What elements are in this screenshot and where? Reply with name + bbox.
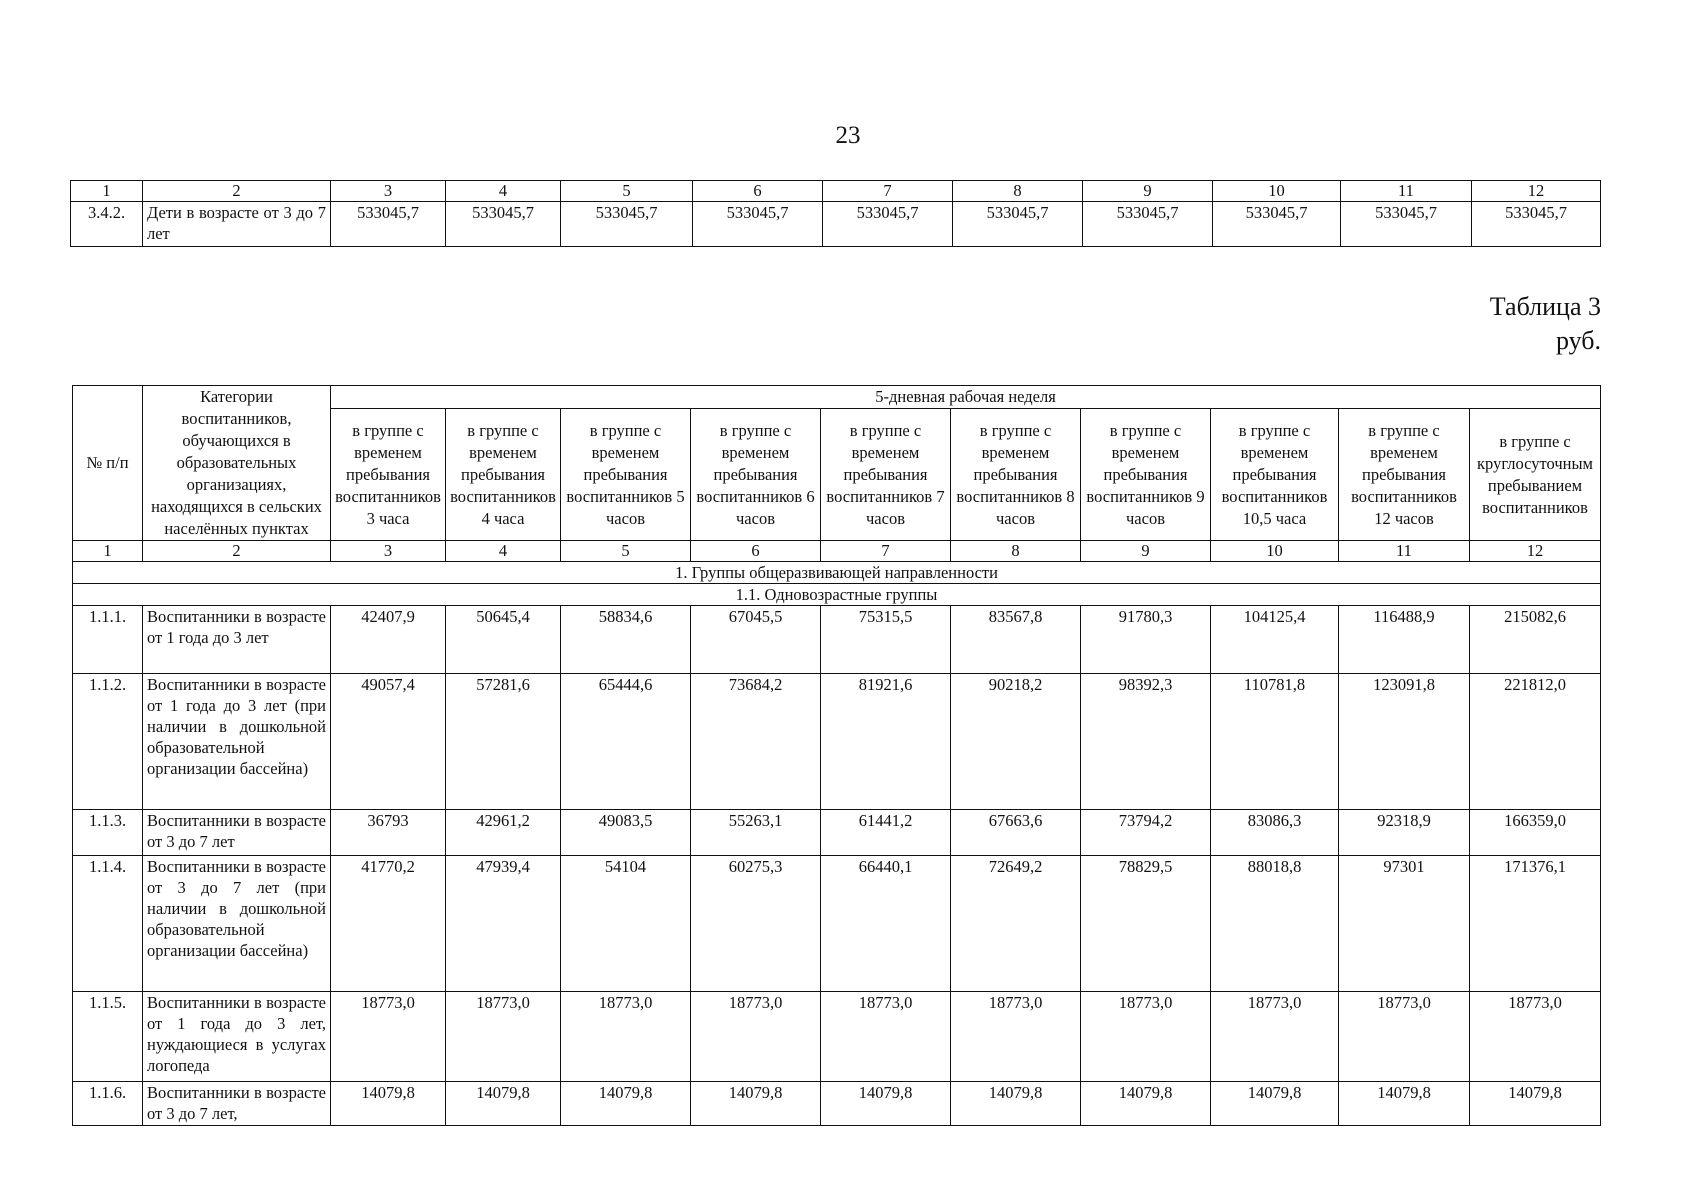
- cell-value: 18773,0: [1211, 992, 1339, 1082]
- cell-value: 50645,4: [446, 606, 561, 674]
- row-category: Воспитанники в возрасте от 1 года до 3 лет (при наличии в дошкольной образовательной организации бассейна): [143, 674, 331, 810]
- cell-value: 14079,8: [561, 1082, 691, 1126]
- cell-value: 36793: [331, 810, 446, 856]
- table-caption: [1490, 290, 1601, 358]
- cell-value: 533045,7: [693, 202, 823, 247]
- cell-value: 73794,2: [1081, 810, 1211, 856]
- header-column: в группе с временем пребывания воспитанников 4 часа: [446, 409, 561, 541]
- cell-value: 57281,6: [446, 674, 561, 810]
- column-number: 3: [331, 541, 446, 562]
- column-number: 4: [446, 541, 561, 562]
- cell-value: 533045,7: [1213, 202, 1341, 247]
- cell-value: 67045,5: [691, 606, 821, 674]
- column-number: 5: [561, 541, 691, 562]
- continuation-table: [70, 180, 1601, 247]
- table-row: [73, 810, 1601, 856]
- column-number: 1: [71, 181, 143, 202]
- cell-value: 98392,3: [1081, 674, 1211, 810]
- cell-value: 116488,9: [1339, 606, 1470, 674]
- column-number: 1: [73, 541, 143, 562]
- table-row: [73, 856, 1601, 992]
- cell-value: 73684,2: [691, 674, 821, 810]
- cell-value: 60275,3: [691, 856, 821, 992]
- cell-value: 123091,8: [1339, 674, 1470, 810]
- cell-value: 104125,4: [1211, 606, 1339, 674]
- column-number: 7: [823, 181, 953, 202]
- column-number: 10: [1211, 541, 1339, 562]
- header-group: 5-дневная рабочая неделя: [331, 386, 1601, 409]
- cell-value: 533045,7: [953, 202, 1083, 247]
- column-number-row: [73, 541, 1601, 562]
- cell-value: 18773,0: [1339, 992, 1470, 1082]
- table-row: [73, 674, 1601, 810]
- cell-value: 110781,8: [1211, 674, 1339, 810]
- row-category: Воспитанники в возрасте от 3 до 7 лет (при наличии в дошкольной образовательной организации бассейна): [143, 856, 331, 992]
- cell-value: 14079,8: [1470, 1082, 1601, 1126]
- cell-value: 14079,8: [691, 1082, 821, 1126]
- cell-value: 14079,8: [1081, 1082, 1211, 1126]
- row-category: Воспитанники в возрасте от 3 до 7 лет,: [143, 1082, 331, 1126]
- column-number: 3: [331, 181, 446, 202]
- header-category: Категории воспитанников, обучающихся в образовательных организациях, находящихся в сельских населённых пунктах: [143, 386, 331, 541]
- column-number: 8: [953, 181, 1083, 202]
- column-number: 8: [951, 541, 1081, 562]
- cell-value: 14079,8: [821, 1082, 951, 1126]
- column-number: 2: [143, 181, 331, 202]
- cell-value: 92318,9: [1339, 810, 1470, 856]
- row-category: Воспитанники в возрасте от 1 года до 3 лет, нуждающиеся в услугах логопеда: [143, 992, 331, 1082]
- cell-value: 14079,8: [331, 1082, 446, 1126]
- column-number-row: [71, 181, 1601, 202]
- table-row: [73, 1082, 1601, 1126]
- cell-value: 18773,0: [951, 992, 1081, 1082]
- section-row: [73, 562, 1601, 584]
- column-number: 11: [1339, 541, 1470, 562]
- cell-value: 533045,7: [1083, 202, 1213, 247]
- table-units: руб.: [1555, 326, 1601, 355]
- cell-value: 58834,6: [561, 606, 691, 674]
- header-column: в группе с временем пребывания воспитанников 12 часов: [1339, 409, 1470, 541]
- cell-value: 75315,5: [821, 606, 951, 674]
- row-number: 1.1.1.: [73, 606, 143, 674]
- column-number: 6: [691, 541, 821, 562]
- column-number: 5: [561, 181, 693, 202]
- table-title: Таблица 3: [1489, 292, 1601, 321]
- cell-value: 533045,7: [561, 202, 693, 247]
- row-number: 1.1.4.: [73, 856, 143, 992]
- cell-value: 14079,8: [951, 1082, 1081, 1126]
- row-number: 1.1.2.: [73, 674, 143, 810]
- header-column: в группе с временем пребывания воспитанников 5 часов: [561, 409, 691, 541]
- cell-value: 14079,8: [1211, 1082, 1339, 1126]
- cell-value: 55263,1: [691, 810, 821, 856]
- header-column: в группе с временем пребывания воспитанников 3 часа: [331, 409, 446, 541]
- cell-value: 18773,0: [1470, 992, 1601, 1082]
- cell-value: 533045,7: [1341, 202, 1472, 247]
- row-number: 1.1.3.: [73, 810, 143, 856]
- row-category: Дети в возрасте от 3 до 7 лет: [143, 202, 331, 247]
- cell-value: 81921,6: [821, 674, 951, 810]
- cell-value: 42407,9: [331, 606, 446, 674]
- row-number: 3.4.2.: [71, 202, 143, 247]
- cell-value: 171376,1: [1470, 856, 1601, 992]
- cell-value: 66440,1: [821, 856, 951, 992]
- row-number: 1.1.6.: [73, 1082, 143, 1126]
- column-number: 11: [1341, 181, 1472, 202]
- cell-value: 18773,0: [561, 992, 691, 1082]
- cell-value: 533045,7: [331, 202, 446, 247]
- cell-value: 18773,0: [446, 992, 561, 1082]
- column-number: 12: [1472, 181, 1601, 202]
- page-number: 23: [835, 122, 861, 149]
- cell-value: 90218,2: [951, 674, 1081, 810]
- column-number: 4: [446, 181, 561, 202]
- table-row: [73, 992, 1601, 1082]
- cell-value: 14079,8: [1339, 1082, 1470, 1126]
- cell-value: 215082,6: [1470, 606, 1601, 674]
- column-number: 12: [1470, 541, 1601, 562]
- cell-value: 166359,0: [1470, 810, 1601, 856]
- header-column: в группе с круглосуточным пребыванием воспитанников: [1470, 409, 1601, 541]
- cell-value: 97301: [1339, 856, 1470, 992]
- cell-value: 47939,4: [446, 856, 561, 992]
- cell-value: 18773,0: [821, 992, 951, 1082]
- column-number: 2: [143, 541, 331, 562]
- row-category: Воспитанники в возрасте от 1 года до 3 лет: [143, 606, 331, 674]
- subsection-row: [73, 584, 1601, 606]
- column-number: 9: [1081, 541, 1211, 562]
- cell-value: 61441,2: [821, 810, 951, 856]
- cell-value: 533045,7: [1472, 202, 1601, 247]
- cell-value: 78829,5: [1081, 856, 1211, 992]
- cell-value: 83086,3: [1211, 810, 1339, 856]
- header-column: в группе с временем пребывания воспитанников 8 часов: [951, 409, 1081, 541]
- cell-value: 18773,0: [331, 992, 446, 1082]
- tariff-table: [72, 385, 1601, 1126]
- cell-value: 65444,6: [561, 674, 691, 810]
- column-number: 10: [1213, 181, 1341, 202]
- header-column: в группе с временем пребывания воспитанников 6 часов: [691, 409, 821, 541]
- cell-value: 67663,6: [951, 810, 1081, 856]
- cell-value: 14079,8: [446, 1082, 561, 1126]
- section-heading: 1. Группы общеразвивающей направленности: [73, 562, 1601, 584]
- header-column: в группе с временем пребывания воспитанников 10,5 часа: [1211, 409, 1339, 541]
- cell-value: 42961,2: [446, 810, 561, 856]
- column-number: 7: [821, 541, 951, 562]
- cell-value: 83567,8: [951, 606, 1081, 674]
- table-row: [73, 606, 1601, 674]
- cell-value: 49083,5: [561, 810, 691, 856]
- header-column: в группе с временем пребывания воспитанников 7 часов: [821, 409, 951, 541]
- cell-value: 221812,0: [1470, 674, 1601, 810]
- column-number: 9: [1083, 181, 1213, 202]
- cell-value: 88018,8: [1211, 856, 1339, 992]
- table-row: [71, 202, 1601, 247]
- column-number: 6: [693, 181, 823, 202]
- cell-value: 533045,7: [823, 202, 953, 247]
- header-row: [73, 386, 1601, 409]
- row-number: 1.1.5.: [73, 992, 143, 1082]
- cell-value: 54104: [561, 856, 691, 992]
- cell-value: 72649,2: [951, 856, 1081, 992]
- header-number: № п/п: [73, 386, 143, 541]
- cell-value: 18773,0: [1081, 992, 1211, 1082]
- cell-value: 533045,7: [446, 202, 561, 247]
- cell-value: 18773,0: [691, 992, 821, 1082]
- header-column: в группе с временем пребывания воспитанников 9 часов: [1081, 409, 1211, 541]
- cell-value: 41770,2: [331, 856, 446, 992]
- subsection-heading: 1.1. Одновозрастные группы: [73, 584, 1601, 606]
- cell-value: 49057,4: [331, 674, 446, 810]
- row-category: Воспитанники в возрасте от 3 до 7 лет: [143, 810, 331, 856]
- cell-value: 91780,3: [1081, 606, 1211, 674]
